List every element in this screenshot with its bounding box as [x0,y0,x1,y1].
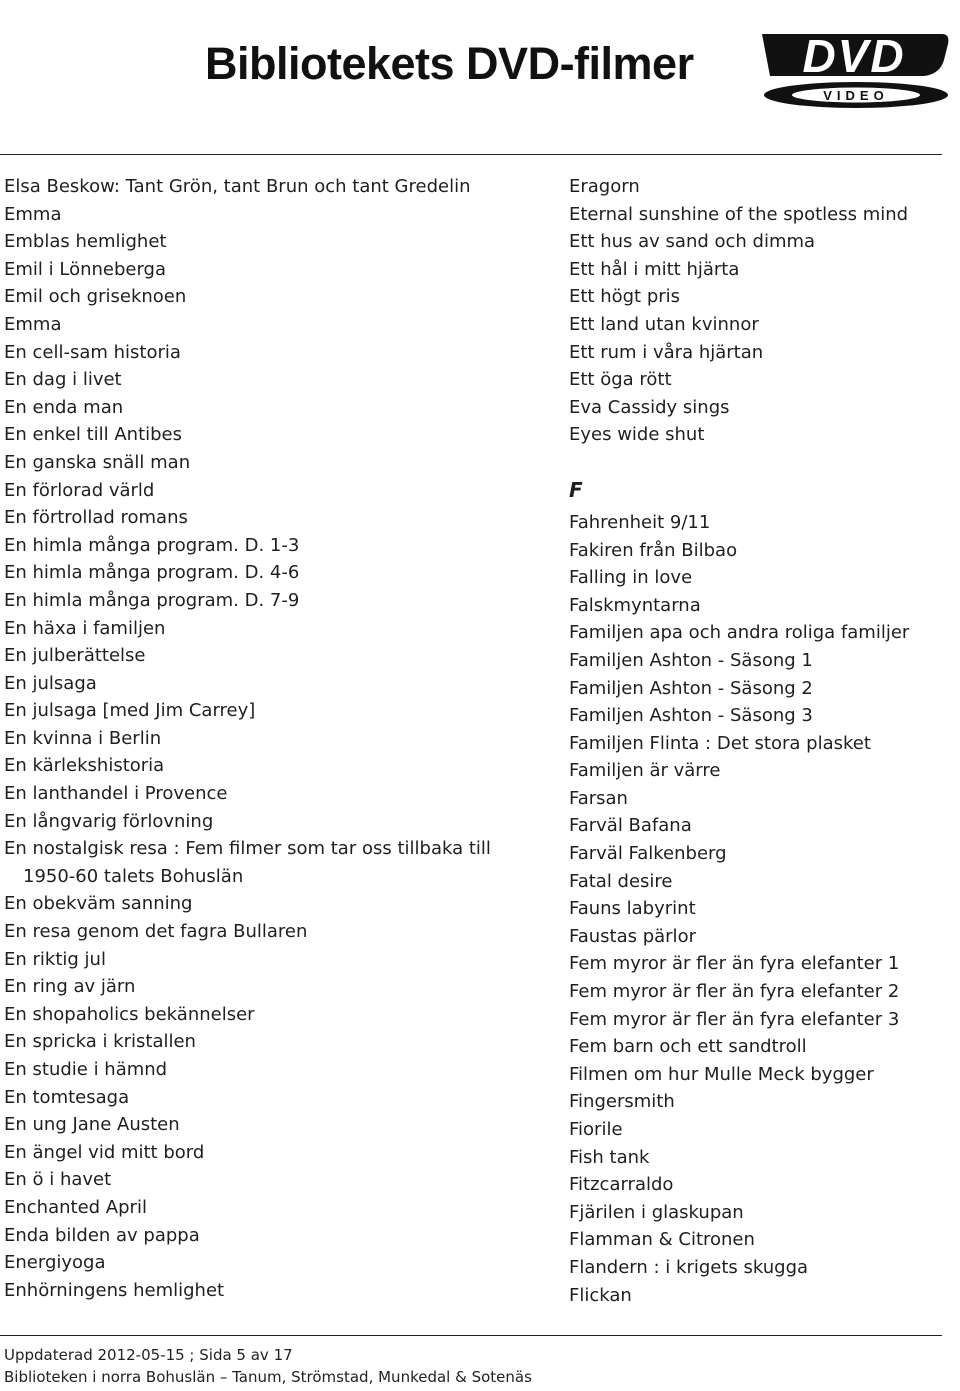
list-item: Ett högt pris [569,286,681,308]
list-item: Fitzcarraldo [569,1174,674,1196]
list-item: Eragorn [569,176,640,197]
list-item: En dag i livet [4,369,122,391]
left-column-list [4,173,549,1304]
list-item: Flamman & Citronen [569,1229,755,1251]
list-item: Familjen Ashton - Säsong 2 [569,677,813,699]
list-item: Emblas hemlighet [4,231,167,253]
list-item: Falling in love [569,567,693,589]
list-item: Fem myror är fler än fyra elefanter 3 [569,1008,900,1030]
list-item: En ung Jane Austen [4,1114,180,1136]
list-item: En långvarig förlovning [4,810,214,832]
list-item: En häxa i familjen [4,617,166,639]
list-item: Emma [4,313,62,335]
list-item: Flandern : i krigets skugga [569,1256,809,1278]
list-item: Elsa Beskow: Tant Grön, tant Brun och tant Gredelin [4,176,471,197]
right-column-list [569,173,949,1309]
list-item: En studie i hämnd [4,1059,168,1080]
list-item: Ett land utan kvinnor [569,313,759,335]
list-item: En shopaholics bekännelser [4,1003,255,1025]
list-item: En tomtesaga [4,1086,130,1108]
list-item: En förlorad värld [4,479,155,501]
dvd-logo-text: DVD [802,30,906,82]
list-item: En ö i havet [4,1169,112,1191]
list-item: Fakiren från Bilbao [569,539,738,561]
list-item: En enda man [4,396,124,418]
list-item: En julberättelse [4,645,146,667]
video-logo-text: VIDEO [823,88,889,103]
section-letter-heading: F [569,477,583,502]
list-item: Ett öga rött [569,369,672,391]
list-item: Emil i Lönneberga [4,258,167,280]
list-item: Eva Cassidy sings [569,396,730,418]
page-title: Bibliotekets DVD-filmer [205,38,694,89]
list-item: Enda bilden av pappa [4,1224,200,1246]
list-item: Filmen om hur Mulle Meck bygger [569,1063,874,1085]
list-item: Falskmyntarna [569,594,701,616]
list-item: Familjen är värre [569,760,721,782]
list-item: Farväl Bafana [569,815,692,837]
list-item: Farsan [569,787,628,809]
list-item: En himla många program. D. 1-3 [4,534,300,556]
list-item: En kärlekshistoria [4,755,165,777]
list-item: Familjen Ashton - Säsong 1 [569,649,813,671]
list-item: Fingersmith [569,1091,675,1113]
list-item: En himla många program. D. 4-6 [4,562,300,584]
list-item: Ett hål i mitt hjärta [569,258,740,280]
list-item: Eternal sunshine of the spotless mind [569,203,909,225]
list-item: Fem myror är fler än fyra elefanter 1 [569,953,900,975]
list-item: En kvinna i Berlin [4,727,162,749]
header-divider [0,154,942,155]
list-item: Eyes wide shut [569,424,705,446]
list-item: En obekväm sanning [4,893,193,915]
list-item: Enhörningens hemlighet [4,1279,225,1301]
list-item: En resa genom det fagra Bullaren [4,921,308,943]
list-item: Emil och griseknoen [4,286,187,308]
list-item: Fem myror är fler än fyra elefanter 2 [569,981,900,1003]
list-item: En enkel till Antibes [4,424,183,446]
list-item: Fish tank [569,1146,650,1168]
dvd-video-logo-icon [756,30,952,116]
list-item: Fjärilen i glaskupan [569,1201,744,1223]
list-item: Ett hus av sand och dimma [569,231,816,253]
list-item: En julsaga [med Jim Carrey] [4,700,256,722]
list-item: Fahrenheit 9/11 [569,511,711,533]
footer-divider [0,1335,942,1336]
list-item: Fatal desire [569,870,673,892]
section-gap [569,449,949,471]
list-item: Fauns labyrint [569,898,696,920]
list-item: Fiorile [569,1119,623,1140]
list-item: En cell-sam historia [4,341,181,363]
list-item: En spricka i kristallen [4,1031,196,1053]
list-item: En nostalgisk resa : Fem filmer som tar oss tillbaka till [4,838,491,860]
list-item-continuation: 1950-60 talets Bohuslän [23,865,244,887]
list-item: Emma [4,203,62,225]
list-item: En ring av järn [4,976,136,998]
list-item: En förtrollad romans [4,507,188,529]
list-item: En himla många program. D. 7-9 [4,589,300,611]
list-item: Enchanted April [4,1196,147,1218]
list-item: Ett rum i våra hjärtan [569,341,764,363]
list-item: En riktig jul [4,948,106,970]
list-item: En lanthandel i Provence [4,783,228,805]
list-item: Familjen apa och andra roliga familjer [569,622,910,644]
list-item: Flickan [569,1284,632,1306]
footer-updated: Uppdaterad 2012-05-15 ; Sida 5 av 17 [4,1346,293,1364]
list-item: Farväl Falkenberg [569,843,727,865]
list-item: Faustas pärlor [569,925,696,947]
list-item: Energiyoga [4,1252,106,1274]
list-item: En ängel vid mitt bord [4,1141,205,1163]
list-item: Fem barn och ett sandtroll [569,1036,807,1058]
footer-library: Biblioteken i norra Bohuslän – Tanum, Strömstad, Munkedal & Sotenäs [4,1368,532,1386]
list-item: En ganska snäll man [4,451,191,473]
list-item: En julsaga [4,672,97,694]
list-item: Familjen Ashton - Säsong 3 [569,705,813,727]
list-item: Familjen Flinta : Det stora plasket [569,732,871,754]
